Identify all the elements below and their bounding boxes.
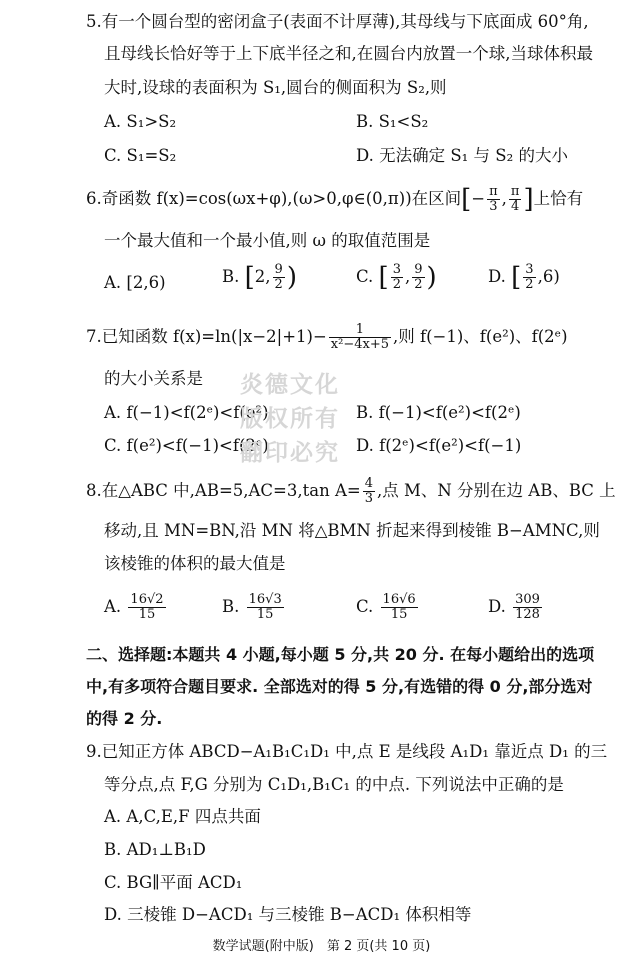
q6-frac-pi3: $\frac{\pi}{3}$ bbox=[489, 184, 498, 214]
q6-option-a: A. [2,6) bbox=[104, 273, 166, 292]
q6-frac-pi4: $\frac{\pi}{4}$ bbox=[510, 184, 520, 214]
q7-line1: 7.已知函数 f(x)=ln(|x−2|+1)− $\frac{1}{\text{x²−4x+5}}$ ,则 f(−1)、f(e²)、f(2ᵉ) bbox=[86, 322, 568, 352]
bracket-left: [ bbox=[461, 184, 472, 215]
watermark-stamp: 炎德文化 版权所有 翻印必究 bbox=[240, 372, 340, 466]
page-footer: 数学试题(附中版) 第 2 页(共 10 页) bbox=[212, 939, 431, 954]
q6-line1: 6.奇函数 f(x)=cos(ωx+φ),(ω>0,φ∈(0,π))在区间[− $\frac{\pi}{3}$ , $\frac{\pi}{4}$ ]上恰有 bbox=[86, 184, 584, 215]
q5-option-c: C. S₁=S₂ bbox=[104, 146, 177, 165]
q5-option-b: B. S₁<S₂ bbox=[356, 112, 429, 131]
q5-line1: 5.有一个圆台型的密闭盒子(表面不计厚薄),其母线与下底面成 60°角, bbox=[86, 12, 589, 31]
q5-line2: 且母线长恰好等于上下底半径之和,在圆台内放置一个球,当球体积最 bbox=[104, 44, 593, 63]
q7-option-c: C. f(e²)<f(−1)<f(2ᵉ) bbox=[104, 436, 269, 455]
q6-number: 6. bbox=[86, 189, 102, 208]
q8-option-d: D. $\frac{309}{128}$ bbox=[488, 592, 540, 622]
q8-fraction: $\frac{4}{3}$ bbox=[364, 476, 373, 506]
q7-fraction: $\frac{1}{\text{x²−4x+5}}$ bbox=[330, 322, 389, 352]
q8-line3: 该棱锥的体积的最大值是 bbox=[104, 554, 286, 573]
q6-option-d: D. [ $\frac{3}{2}$ ,6) bbox=[488, 262, 560, 293]
q6-line2: 一个最大值和一个最小值,则 ω 的取值范围是 bbox=[104, 231, 431, 250]
q8-number: 8. bbox=[86, 481, 102, 500]
q7-option-b: B. f(−1)<f(e²)<f(2ᵉ) bbox=[356, 403, 521, 422]
q8-option-c: C. $\frac{16√6}{15}$ bbox=[356, 592, 416, 622]
q8-option-a: A. $\frac{16√2}{15}$ bbox=[104, 592, 164, 622]
section2-instructions-line3: 的得 2 分. bbox=[86, 709, 163, 728]
q9-option-d: D. 三棱锥 D−ACD₁ 与三棱锥 B−ACD₁ 体积相等 bbox=[104, 905, 472, 924]
section2-instructions-line2: 中,有多项符合题目要求. 全部选对的得 5 分,有选错的得 0 分,部分选对 bbox=[86, 677, 593, 696]
q7-option-a: A. f(−1)<f(2ᵉ)<f(e²) bbox=[104, 403, 269, 422]
q8-option-b: B. $\frac{16√3}{15}$ bbox=[222, 592, 282, 622]
q9-number: 9. bbox=[86, 742, 102, 761]
bracket-right: ] bbox=[523, 184, 534, 215]
q7-number: 7. bbox=[86, 327, 102, 346]
q7-option-d: D. f(2ᵉ)<f(e²)<f(−1) bbox=[356, 436, 522, 455]
q8-line1: 8.在△ABC 中,AB=5,AC=3,tan A= $\frac{4}{3}$ ,点 M、N 分别在边 AB、BC 上 bbox=[86, 476, 616, 506]
q9-option-c: C. BG∥平面 ACD₁ bbox=[104, 873, 243, 892]
q9-line2: 等分点,点 F,G 分别为 C₁D₁,B₁C₁ 的中点. 下列说法中正确的是 bbox=[104, 775, 564, 794]
q6-option-c: C. [ $\frac{3}{2}$ , $\frac{9}{2}$ ) bbox=[356, 262, 437, 293]
section2-instructions-line1: 二、选择题:本题共 4 小题,每小题 5 分,共 20 分. 在每小题给出的选项 bbox=[86, 645, 595, 664]
q9-line1: 9.已知正方体 ABCD−A₁B₁C₁D₁ 中,点 E 是线段 A₁D₁ 靠近点 D₁ 的三 bbox=[86, 742, 608, 761]
q9-option-b: B. AD₁⊥B₁D bbox=[104, 840, 206, 859]
q7-line2: 的大小关系是 bbox=[104, 369, 203, 388]
q5-option-a: A. S₁>S₂ bbox=[104, 112, 177, 131]
q8-line2: 移动,且 MN=BN,沿 MN 将△BMN 折起来得到棱锥 B−AMNC,则 bbox=[104, 521, 600, 540]
q5-option-d: D. 无法确定 S₁ 与 S₂ 的大小 bbox=[356, 146, 568, 165]
q5-number: 5. bbox=[86, 12, 102, 31]
q9-option-a: A. A,C,E,F 四点共面 bbox=[104, 807, 261, 826]
q5-line3: 大时,设球的表面积为 S₁,圆台的侧面积为 S₂,则 bbox=[104, 78, 447, 97]
q6-option-b: B. [2, $\frac{9}{2}$ ) bbox=[222, 262, 297, 293]
